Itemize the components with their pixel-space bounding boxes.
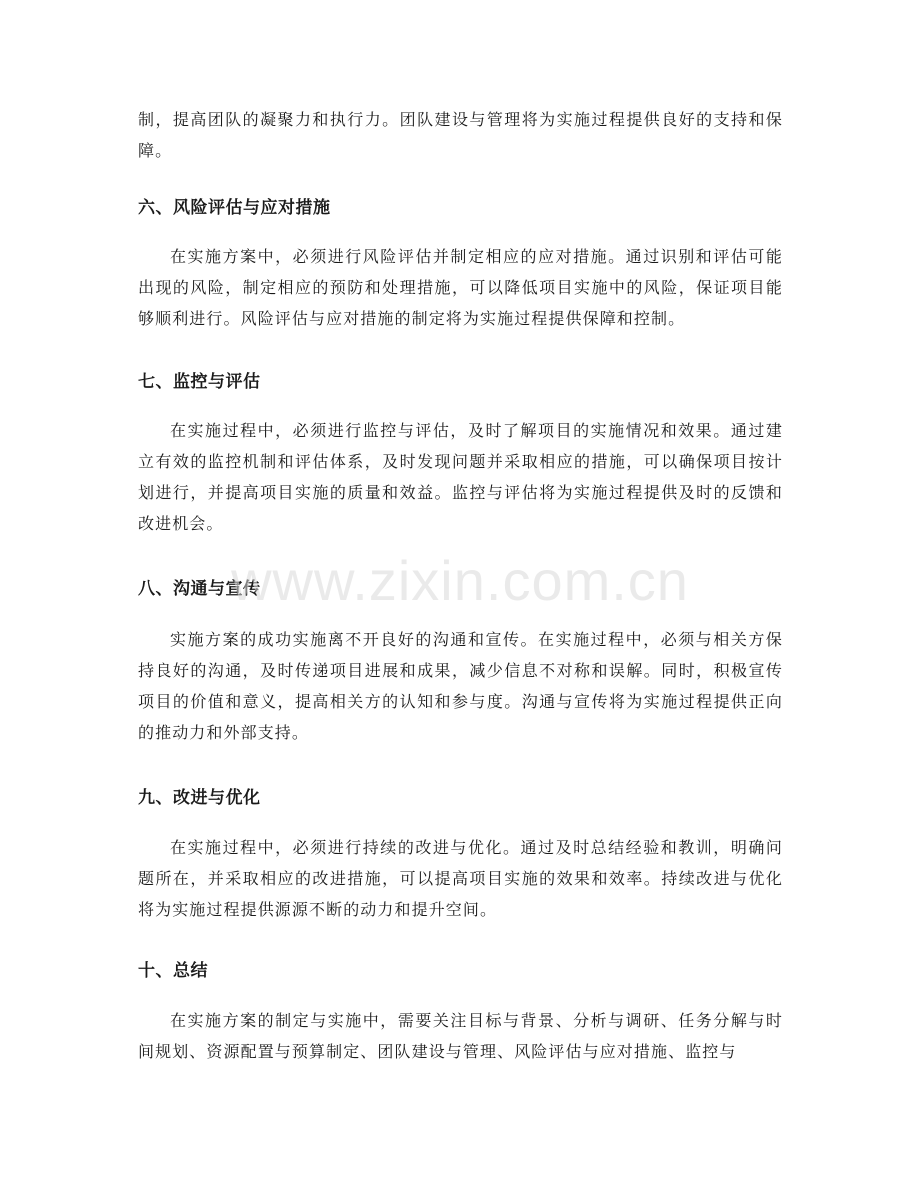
watermark: www.zixin.com.cn (231, 549, 689, 612)
section-heading-communication: 八、沟通与宣传 (138, 579, 261, 599)
section-heading-summary: 十、总结 (138, 961, 208, 981)
section-body-risk: 在实施方案中，必须进行风险评估并制定相应的应对措施。通过识别和评估可能出现的风险，制定相应的预防和处理措施，可以降低项目实施中的风险，保证项目能够顺利进行。风险评估与应对措施的制定将为实施过程提供保障和控制。 (138, 247, 783, 328)
section-body-monitoring: 在实施过程中，必须进行监控与评估，及时了解项目的实施情况和效果。通过建立有效的监控机制和评估体系，及时发现问题并采取相应的措施，可以确保项目按计划进行，并提高项目实施的质量和效益。监控与评估将为实施过程提供及时的反馈和改进机会。 (138, 421, 783, 533)
section-body-summary: 在实施方案的制定与实施中，需要关注目标与背景、分析与调研、任务分解与时间规划、资源配置与预算制定、团队建设与管理、风险评估与应对措施、监控与 (138, 1011, 783, 1061)
section-body-communication: 实施方案的成功实施离不开良好的沟通和宣传。在实施过程中，必须与相关方保持良好的沟通，及时传递项目进展和成果，减少信息不对称和误解。同时，积极宣传项目的价值和意义，提高相关方的认知和参与度。沟通与宣传将为实施过程提供正向的推动力和外部支持。 (138, 630, 783, 742)
section-heading-risk: 六、风险评估与应对措施 (138, 198, 331, 218)
section-heading-monitoring: 七、监控与评估 (138, 372, 261, 392)
section-heading-improvement: 九、改进与优化 (138, 788, 261, 808)
intro-paragraph: 制，提高团队的凝聚力和执行力。团队建设与管理将为实施过程提供良好的支持和保障。 (138, 110, 783, 160)
section-body-improvement: 在实施过程中，必须进行持续的改进与优化。通过及时总结经验和教训，明确问题所在，并采取相应的改进措施，可以提高项目实施的效果和效率。持续改进与优化将为实施过程提供源源不断的动力和提升空间。 (138, 838, 783, 919)
